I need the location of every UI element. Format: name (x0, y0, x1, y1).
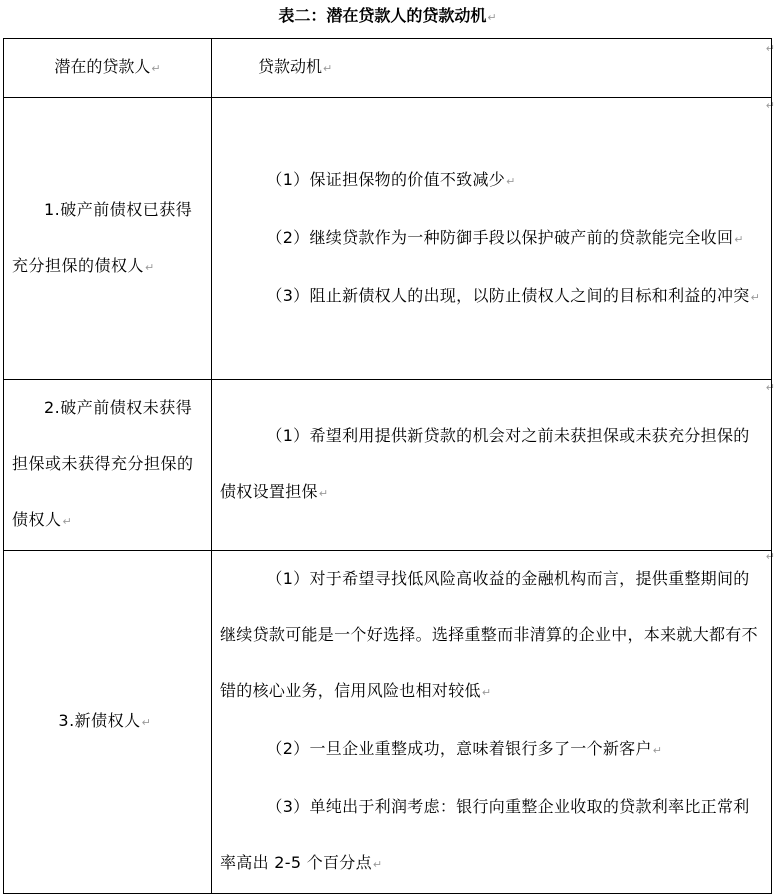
row-end-mark-icon: ↵ (765, 381, 775, 394)
paragraph-mark-icon: ↵ (151, 62, 161, 75)
row-end-mark-icon: ↵ (765, 99, 775, 112)
paragraph-mark-icon: ↵ (141, 716, 152, 729)
paragraph-mark-icon: ↵ (734, 232, 744, 246)
paragraph-mark-icon: ↵ (62, 515, 73, 528)
paragraph-mark-icon: ↵ (372, 858, 383, 871)
lender-text: 2.破产前债权未获得担保或未获得充分担保的债权人 (12, 398, 194, 529)
motive-item: （3）阻止新债权人的出现，以防止债权人之间的目标和利益的冲突 (266, 285, 750, 305)
motive-item-para (220, 268, 763, 326)
table-row (4, 380, 772, 551)
motive-item-para (220, 721, 763, 779)
paragraph-mark-icon: ↵ (506, 174, 516, 188)
row-end-mark-icon: ↵ (765, 42, 775, 55)
motive-item: （1）保证担保物的价值不致减少 (266, 169, 506, 189)
paragraph-mark-icon: ↵ (323, 62, 333, 75)
row-end-mark-icon: ↵ (765, 550, 775, 563)
lender-text-para (12, 380, 205, 550)
header-cell-lender (4, 39, 212, 98)
motive-item-para (220, 210, 763, 268)
paragraph-mark-icon: ↵ (318, 487, 329, 500)
paragraph-mark-icon: ↵ (652, 744, 663, 757)
motive-item: （3）单纯出于利润考虑：银行向重整企业收取的贷款利率比正常利率高出 2-5 个百分点 (220, 797, 750, 872)
lender-text-para (12, 693, 205, 751)
lender-text-para (12, 182, 205, 296)
motive-item-para (220, 551, 763, 721)
paragraph-mark-icon: ↵ (750, 290, 761, 304)
motive-item: （2）一旦企业重整成功，意味着银行多了一个新客户 (266, 739, 652, 758)
motive-item: （1）希望利用提供新贷款的机会对之前未获担保或未获充分担保的债权设置担保 (220, 426, 750, 501)
lender-cell (4, 98, 212, 380)
lender-text: 3.新债权人 (58, 711, 141, 730)
motive-item-para (220, 408, 763, 522)
motive-cell (212, 380, 772, 551)
table-row (4, 551, 772, 894)
lender-text: 1.破产前债权已获得充分担保的债权人 (12, 199, 193, 275)
header-lender-text: 潜在的贷款人 (54, 57, 151, 76)
motive-item-para (220, 779, 763, 893)
table-header-row (4, 39, 772, 98)
header-cell-motive (212, 39, 772, 98)
motive-item: （2）继续贷款作为一种防御手段以保护破产前的贷款能完全收回 (266, 227, 734, 247)
motive-cell (212, 98, 772, 380)
table-title-text: 表二：潜在贷款人的贷款动机 (278, 6, 487, 25)
paragraph-mark-icon: ↵ (487, 11, 497, 24)
motive-item: （1）对于希望寻找低风险高收益的金融机构而言，提供重整期间的继续贷款可能是一个好选择。选择重整而非清算的企业中，本来就大都有不错的核心业务，信用风险也相对较低 (220, 569, 758, 700)
lender-cell (4, 380, 212, 551)
paragraph-mark-icon: ↵ (145, 260, 155, 274)
lender-cell (4, 551, 212, 894)
table-title (0, 4, 775, 30)
paragraph-mark-icon: ↵ (481, 686, 492, 699)
table-row (4, 98, 772, 380)
motive-cell (212, 551, 772, 894)
lender-motive-table (3, 38, 772, 894)
header-motive-text: 贷款动机 (258, 57, 323, 76)
motive-item-para (220, 152, 763, 210)
